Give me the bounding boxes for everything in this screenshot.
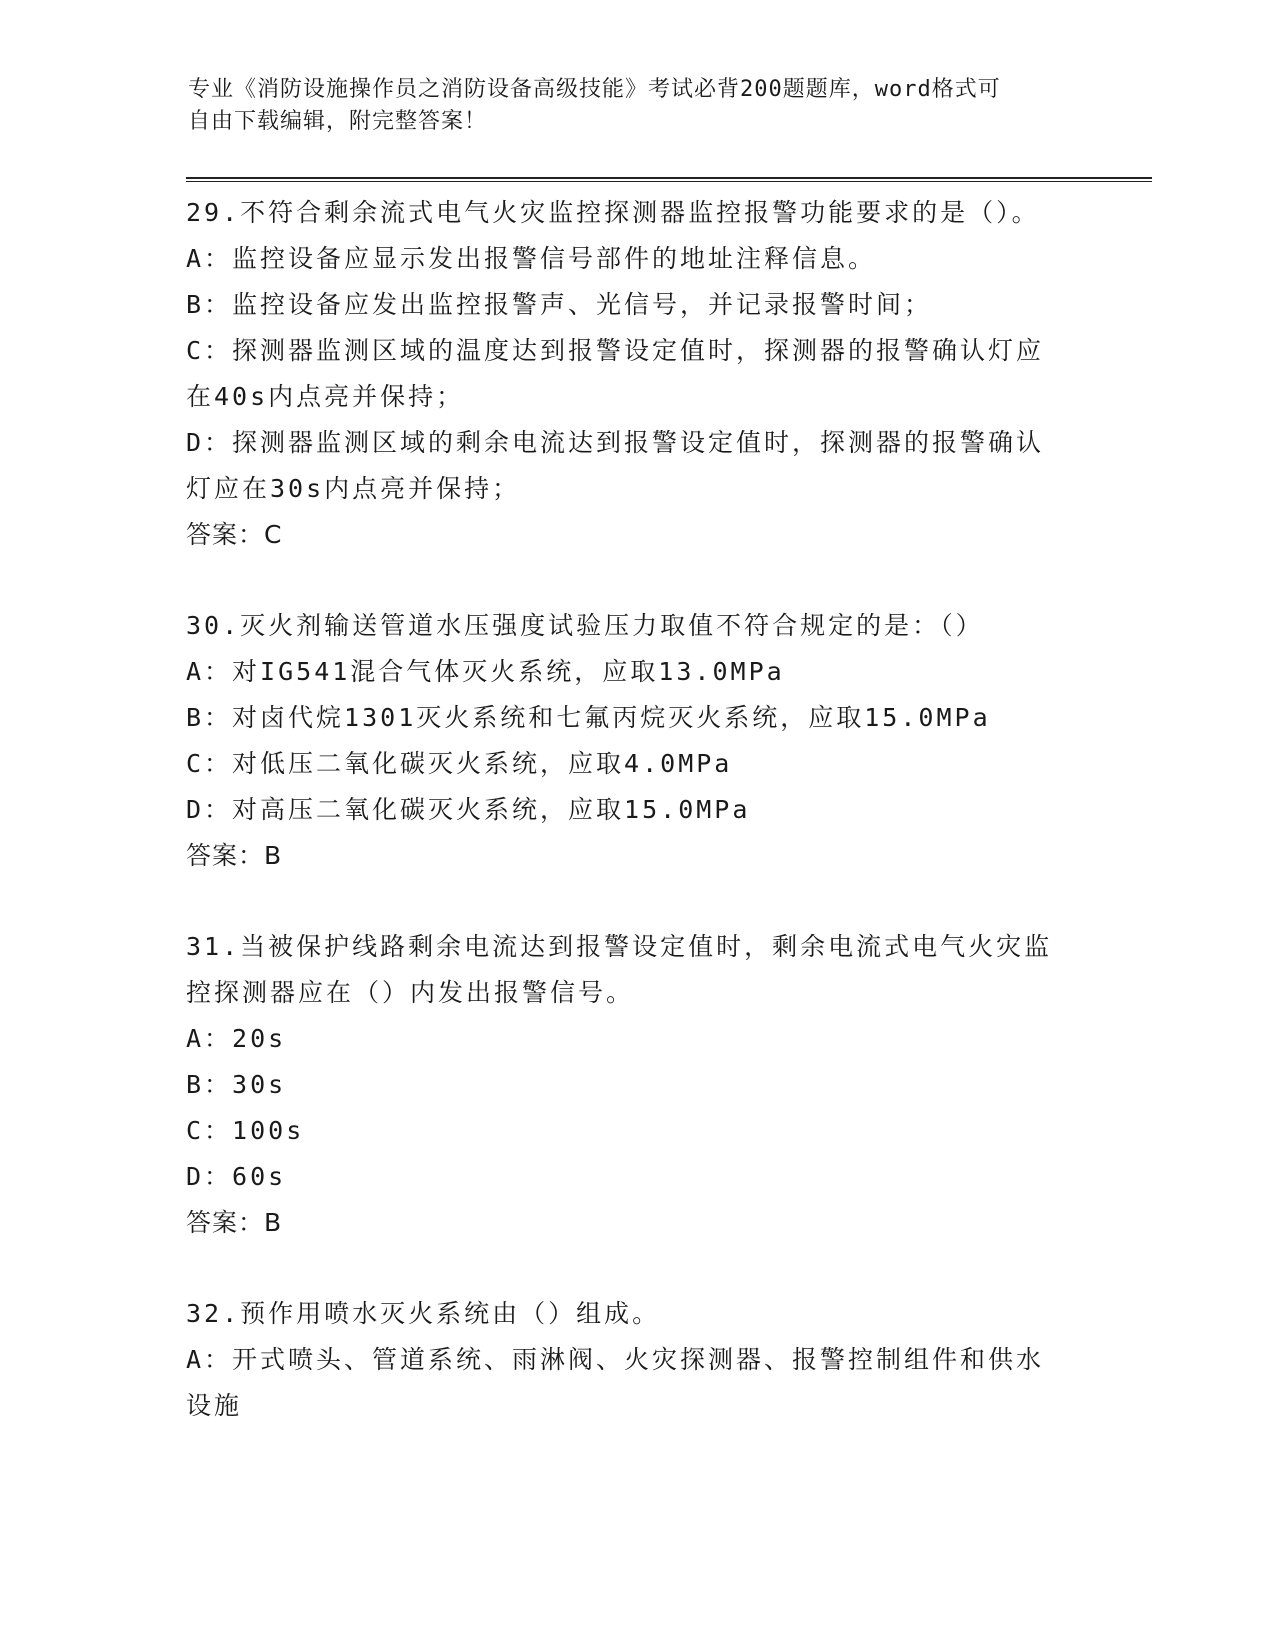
- answer: 答案：B: [186, 1208, 283, 1237]
- option-b: B：监控设备应发出监控报警声、光信号，并记录报警时间；: [186, 290, 933, 319]
- question-31: [186, 924, 1086, 1246]
- option-a-continued: 设施: [186, 1391, 243, 1420]
- question-29: [186, 190, 1086, 558]
- question-stem: 32.预作用喷水灭火系统由（）组成。: [186, 1299, 661, 1328]
- question-stem: 29.不符合剩余流式电气火灾监控探测器监控报警功能要求的是（）。: [186, 198, 1040, 227]
- question-stem: 31.当被保护线路剩余电流达到报警设定值时，剩余电流式电气火灾监: [186, 932, 1053, 961]
- option-c: C：100s: [186, 1116, 305, 1145]
- option-d-continued: 灯应在30s内点亮并保持；: [186, 474, 521, 503]
- header-title-line-2: 自由下载编辑，附完整答案！: [188, 109, 488, 134]
- question-stem: 30.灭火剂输送管道水压强度试验压力取值不符合规定的是：（）: [186, 611, 984, 640]
- option-c: C：探测器监测区域的温度达到报警设定值时，探测器的报警确认灯应: [186, 336, 1045, 365]
- option-b: B：30s: [186, 1070, 287, 1099]
- answer: 答案：B: [186, 841, 283, 870]
- question-30: [186, 603, 1086, 879]
- option-a: A：监控设备应显示发出报警信号部件的地址注释信息。: [186, 244, 877, 273]
- option-d: D：对高压二氧化碳灭火系统，应取15.0MPa: [186, 795, 751, 824]
- question-stem-continued: 控探测器应在（）内发出报警信号。: [186, 978, 635, 1007]
- option-b: B：对卤代烷1301灭火系统和七氟丙烷灭火系统，应取15.0MPa: [186, 703, 991, 732]
- option-d: D：探测器监测区域的剩余电流达到报警设定值时，探测器的报警确认: [186, 428, 1045, 457]
- option-c: C：对低压二氧化碳灭火系统，应取4.0MPa: [186, 749, 733, 778]
- question-list: [186, 190, 1086, 1474]
- option-a: A：20s: [186, 1024, 287, 1053]
- header-title-line-1: 专业《消防设施操作员之消防设备高级技能》考试必背200题题库，word格式可: [188, 77, 1001, 102]
- document-header: [188, 74, 1068, 138]
- question-32: [186, 1291, 1086, 1429]
- header-divider: [186, 177, 1152, 182]
- answer: 答案：C: [186, 520, 283, 549]
- option-a: A：开式喷头、管道系统、雨淋阀、火灾探测器、报警控制组件和供水: [186, 1345, 1045, 1374]
- option-d: D：60s: [186, 1162, 287, 1191]
- option-c-continued: 在40s内点亮并保持；: [186, 382, 465, 411]
- option-a: A：对IG541混合气体灭火系统，应取13.0MPa: [186, 657, 785, 686]
